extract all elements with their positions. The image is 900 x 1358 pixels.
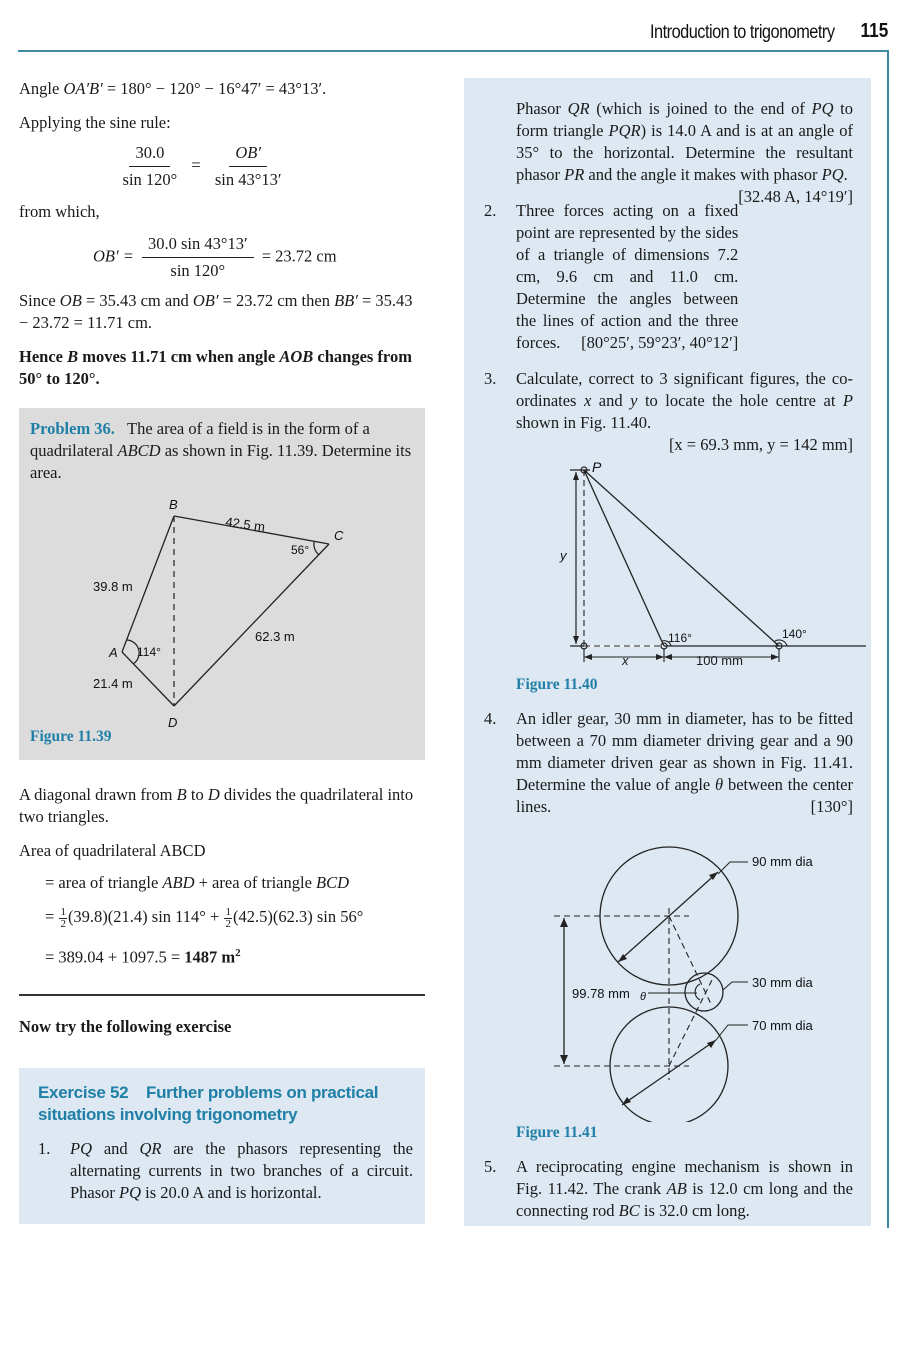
- sine-rule-intro: Applying the sine rule:: [19, 113, 171, 132]
- page-header: [0, 0, 900, 52]
- item-text: PQ and QR are the phasors representing the alternating currents in two branches of a circuit. Phasor PQ is 20.0 A and is horizontal.: [70, 1139, 413, 1203]
- header-rule: [18, 50, 888, 52]
- item-number: 1.: [38, 1139, 51, 1159]
- problem-statement: Problem 36. The area of a field is in the form of a quadrilateral ABCD as shown in Fig. 11.39. Determine its area.: [30, 419, 412, 482]
- angle-140-label: 140°: [782, 627, 807, 641]
- x-dimension-label: x: [622, 653, 629, 668]
- theta-label: θ: [640, 991, 646, 1003]
- now-try-heading: Now try the following exercise: [19, 1017, 232, 1037]
- fraction-numerator: OB′: [229, 142, 267, 167]
- centre-distance-label: 99.78 mm: [572, 986, 630, 1001]
- page-number: 115: [860, 20, 888, 42]
- since-line: Since OB = 35.43 cm and OB′ = 23.72 cm then BB′ = 35.43 − 23.72 = 11.71 cm.: [19, 291, 413, 332]
- side-bc-label: 42.5 m: [224, 514, 267, 535]
- angle-116-label: 116°: [668, 631, 692, 645]
- vertex-d-label: D: [168, 715, 178, 730]
- section-divider: [19, 994, 425, 996]
- side-ad-label: 21.4 m: [93, 676, 133, 691]
- problem-36-box: [19, 408, 425, 760]
- exercise-title-text: Further problems on practical situations involving trigonometry: [38, 1083, 379, 1125]
- area-working: [19, 872, 425, 968]
- point-p-label: P: [592, 462, 602, 475]
- right-column-exercise-continued: [464, 78, 871, 1226]
- distance-100mm-label: 100 mm: [696, 653, 743, 668]
- diagonal-text: A diagonal drawn from B to D divides the quadrilateral into two triangles.: [19, 785, 414, 826]
- vertex-a-label: A: [109, 645, 118, 660]
- item-number: 3.: [484, 369, 497, 388]
- y-dimension-label: y: [560, 548, 567, 563]
- side-ab-label: 39.8 m: [93, 579, 133, 594]
- area-line-1: = area of triangle ABD + area of triangle BCD: [45, 873, 350, 892]
- exercise-item-1-continued: Phasor QR (which is joined to the end of PQ to form triangle PQR) is 14.0 A and is at an angle of 35° to the horizontal. Determine the resultant phasor PR and the angle it makes with phasor PQ. [32.48 A, 14°19′]: [516, 99, 854, 206]
- item-number: 2.: [484, 201, 497, 220]
- exercise-item-5: [484, 1156, 853, 1222]
- item-4-answer: [130°]: [810, 797, 853, 816]
- figure-11-41-caption: Figure 11.41: [516, 1124, 598, 1141]
- area-heading: Area of quadrilateral ABCD: [19, 841, 206, 860]
- item-3-answer: [x = 69.3 mm, y = 142 mm]: [668, 435, 853, 454]
- left-column: [19, 78, 425, 1224]
- figure-11-39-quadrilateral: [29, 492, 415, 742]
- fraction-numerator: 30.0 sin 43°13′: [142, 233, 254, 258]
- exercise-item-3: [484, 368, 853, 456]
- angle-a-label: 114°: [137, 645, 161, 659]
- figure-11-40-hole-centre: [546, 462, 900, 662]
- item-number: 5.: [484, 1157, 497, 1176]
- item-text: A reciprocating engine mechanism is shown in Fig. 11.42. The crank AB is 12.0 cm long and the connecting rod BC is 32.0 cm long.: [516, 1157, 853, 1220]
- item-1-answer: [32.48 A, 14°19′]: [738, 187, 853, 206]
- vertex-c-label: C: [334, 528, 344, 543]
- vertex-b-label: B: [169, 497, 178, 512]
- item-text: Calculate, correct to 3 significant figures, the co-ordinates x and y to locate the hole centre at P shown in Fig. 11.40. [x = 69.3 mm, y = 142 mm]: [516, 369, 853, 454]
- area-line-2: = $\frac{1}{2}$ (39.8)(21.4) sin 114° + $\frac{1}{2}$ (42.5)(62.3) sin 56°: [45, 905, 364, 930]
- ob-lhs: OB′ =: [93, 246, 134, 266]
- running-title: Introduction to trigonometry: [649, 22, 834, 43]
- item-text: Three forces acting on a fixed point are represented by the sides of a triangle of dimensions 7.2 cm, 9.6 cm and 11.0 cm. Determine the angles between the lines of action and the three forces. [80°25′, 59°23′, 40°12′]: [516, 201, 739, 352]
- ob-equation: [19, 233, 425, 282]
- fraction-denominator: sin 43°13′: [214, 170, 282, 189]
- gear-90mm-label: 90 mm dia: [752, 854, 813, 869]
- exercise-item-2: [484, 200, 738, 354]
- angle-line: Angle OA′B′ = 180° − 120° − 16°47′ = 43°13′.: [19, 79, 327, 98]
- exercise-title: [38, 1082, 413, 1126]
- sine-rule-equation: $\frac{30.0}{\sin 120^\circ}$ = $\frac{OB'}{\sin 43^\circ 13'}$: [19, 142, 425, 191]
- exercise-item-1: [38, 1138, 413, 1204]
- item-text: An idler gear, 30 mm in diameter, has to be fitted between a 70 mm diameter driving gear and a 90 mm diameter driven gear as shown in Fig. 11.41. Determine the value of angle θ between the center lines. [130°]: [516, 709, 854, 816]
- angle-c-label: 56°: [291, 543, 310, 557]
- fraction-denominator: sin 120°: [122, 170, 178, 189]
- fraction-denominator: sin 120°: [170, 261, 226, 280]
- exercise-number: Exercise 52: [38, 1083, 129, 1103]
- exercise-52-box: [19, 1068, 425, 1224]
- item-number: 4.: [484, 709, 497, 728]
- from-which: from which,: [19, 202, 100, 221]
- area-result: 1487 m: [184, 947, 236, 967]
- ob-result: = 23.72 cm: [261, 246, 337, 266]
- figure-11-41-gears: [534, 832, 900, 1122]
- side-cd-label: 62.3 m: [255, 629, 295, 644]
- gear-30mm-label: 30 mm dia: [752, 975, 813, 990]
- fraction-numerator: 30.0: [129, 142, 170, 167]
- item-2-answer: [80°25′, 59°23′, 40°12′]: [581, 333, 739, 352]
- problem-label: Problem 36.: [30, 419, 115, 438]
- gear-70mm-label: 70 mm dia: [752, 1018, 813, 1033]
- area-line-3: = 389.04 + 1097.5 = 1487 $m^2$: [45, 946, 241, 967]
- figure-11-39-caption: Figure 11.39: [30, 728, 112, 745]
- conclusion: Hence B moves 11.71 cm when angle AOB changes from 50° to 120°.: [19, 347, 412, 388]
- exercise-item-4: [484, 708, 853, 818]
- figure-11-40-caption: Figure 11.40: [516, 676, 598, 693]
